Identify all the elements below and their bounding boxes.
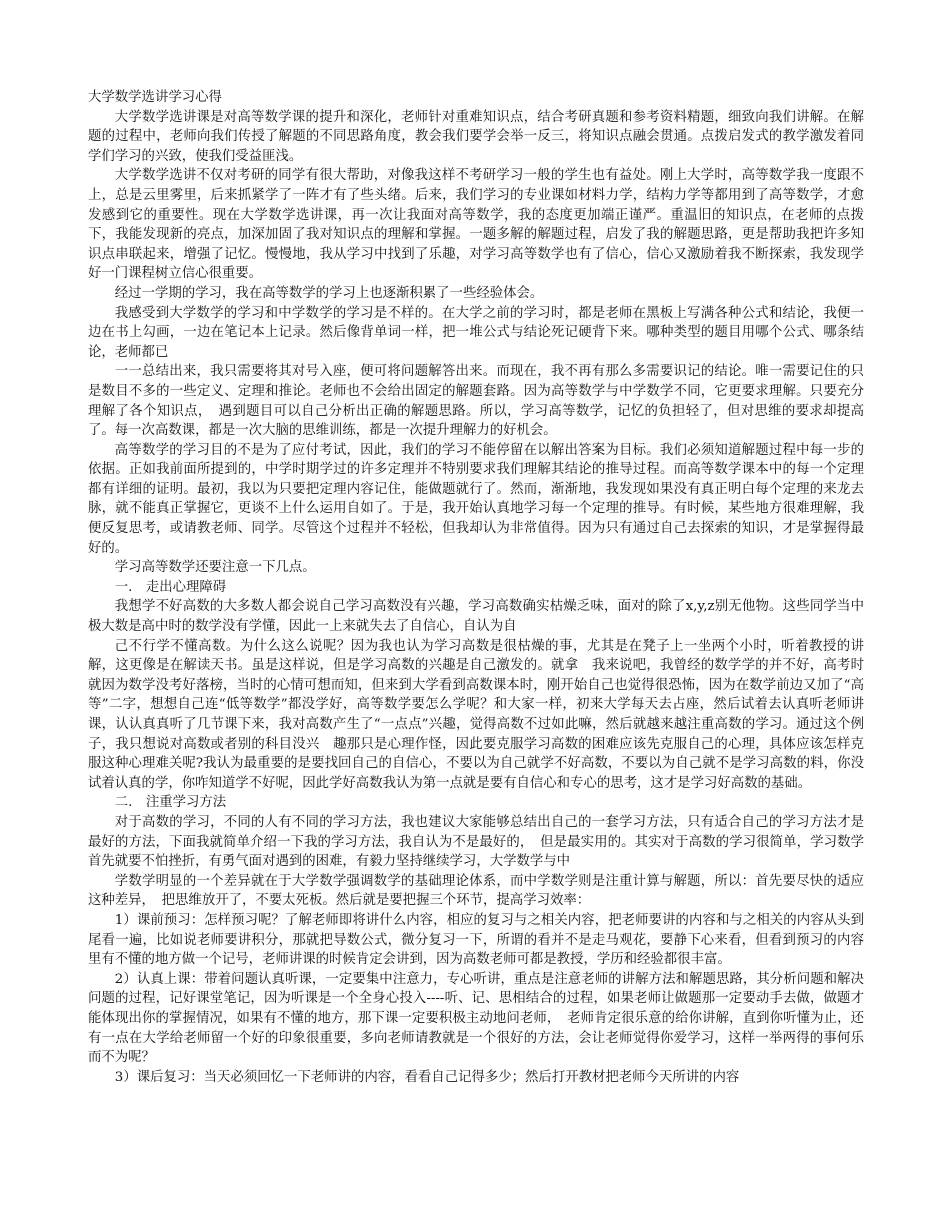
section-heading-1: 一. 走出心理障碍 xyxy=(114,579,227,595)
document-page xyxy=(88,88,864,1087)
paragraph-method: 对于高数的学习，不同的人有不同的学习方法，我也建议大家能够总结出自己的一套学习方法，只有适合自己的学习方法才是最好的方法，下面我就简单介绍一下我的学习方法，我自认为不是最好的， 但是最实用的。其实对于高数的学习很简单，学习数学首先就要不怕挫折，有勇气面对遇到的困难，有毅力坚持继续学习，大学数学与中 xyxy=(88,814,864,870)
paragraph-interest: 我想学不好高数的大多数人都会说自己学习高数没有兴趣，学习高数确实枯燥乏味，面对的除了x,y,z别无他物。这些同学当中极大数是高中时的数学没有学懂，因此一上来就失去了自信心，自认为自 xyxy=(88,599,864,635)
document-title: 大学数学选讲学习心得 xyxy=(88,90,222,105)
list-item-preview: 1）课前预习：怎样预习呢？了解老师即将讲什么内容，相应的复习与之相关内容，把老师要讲的内容和与之相关的内容从头到尾看一遍，比如说老师要讲积分，那就把导数公式，微分复习一下，所谓的看并不是走马观花，要静下心来看，但看到预习的内容里有不懂的地方做一个记号，老师讲课的时候肯定会讲到，因为高数老师可都是教授，学历和经验都很丰富。 xyxy=(88,912,864,968)
paragraph-intro: 大学数学选讲课是对高等数学课的提升和深化，老师针对重难知识点，结合考研真题和参考资料精题，细致向我们讲解。在解题的过程中，老师向我们传授了解题的不同思路角度，教会我们要学会举一反三，将知识点融会贯通。点拨启发式的教学激发着同学们学习的兴致，使我们受益匪浅。 xyxy=(88,109,864,164)
paragraph-adapt: 学数学明显的一个差异就在于大学数学强调数学的基础理论体系，而中学数学则是注重计算与解题，所以：首先要尽快的适应这种差异， 把思维放开了，不要太死板。然后就是要把握三个环节，提高学习效率： xyxy=(88,873,864,909)
paragraph-experience: 经过一学期的学习，我在高等数学的学习上也逐渐积累了一些经验体会。 xyxy=(114,285,544,301)
paragraph-confidence: 己不行学不懂高数。为什么这么说呢？因为我也认为学习高数是很枯燥的事，尤其是在凳子上一坐两个小时，听着教授的讲解，这更像是在解读天书。虽是这样说，但是学习高数的兴趣是自己激发的。就拿 我来说吧，我曾经的数学学的并不好，高考时就因为数学没考好落榜，当时的心情可想而知，但来到大学看到高数课本时，刚开始自己也觉得很恐怖，因为在数学前边又加了“高等”二字，想想自己连“低等数学”都没学好，高等数学要怎么学呢？和大家一样，初来大学每天去占座，然后试着去认真听老师讲课，认认真真听了几节课下来，我对高数产生了“一点点”兴趣，觉得高数不过如此嘛，然后就越来越注重高数的学习。通过这个例子，我只想说对高数或者别的科目没兴 趣那只是心理作怪，因此要克服学习高数的困难应该先克服自己的心理，具体应该怎样克服这种心理难关呢?我认为最重要的是要找回自己的自信心，不要以为自己就学不好高数，不要以为自己就不是学习高数的料，你没试着认真的学，你咋知道学不好呢，因此学好高数我认为第一点就是要有自信心和专心的思考，这才是学习好高数的基础。 xyxy=(88,638,864,791)
paragraph-difference: 我感受到大学数学的学习和中学数学的学习是不样的。在大学之前的学习时，都是老师在黑板上写满各种公式和结论，我便一边在书上勾画，一边在笔记本上记录。然后像背单词一样，把一堆公式与结论死记硬背下来。哪种类型的题目用哪个公式、哪条结论，老师都已 xyxy=(88,305,864,360)
paragraph-points-intro: 学习高等数学还要注意一下几点。 xyxy=(114,560,316,576)
section-heading-2: 二. 注重学习方法 xyxy=(114,795,227,811)
list-item-review: 3）课后复习：当天必须回忆一下老师讲的内容，看看自己记得多少；然后打开教材把老师今天所讲的内容 xyxy=(114,1069,740,1085)
paragraph-purpose: 高等数学的学习目的不是为了应付考试，因此，我们的学习不能停留在以解出答案为目标。我们必须知道解题过程中每一步的依据。正如我前面所提到的，中学时期学过的许多定理并不特别要求我们理解其结论的推导过程。而高等数学课本中的每一个定理都有详细的证明。最初，我以为只要把定理内容记住，能做题就行了。然而，渐渐地，我发现如果没有真正明白每个定理的来龙去脉，就不能真正掌握它，更谈不上什么运用自如了。于是，我开始认真地学习每一个定理的推导。有时候，某些地方很难理解，我便反复思考，或请教老师、同学。尽管这个过程并不轻松，但我却认为非常值得。因为只有通过自己去探索的知识，才是掌握得最好的。 xyxy=(88,442,864,556)
paragraph-benefit: 大学数学选讲不仅对考研的同学有很大帮助，对像我这样不考研学习一般的学生也有益处。刚上大学时，高等数学我一度跟不上，总是云里雾里，后来抓紧学了一阵才有了些头绪。后来，我们学习的专业课如材料力学，结构力学等都用到了高等数学，才愈发感到它的重要性。现在大学数学选讲课，再一次让我面对高等数学，我的态度更加端正谨严。重温旧的知识点，在老师的点拨下，我能发现新的亮点，加深加固了我对知识点的理解和掌握。一题多解的解题过程，启发了我的解题思路，更是帮助我把许多知识点串联起来，增强了记忆。慢慢地，我从学习中找到了乐趣，对学习高等数学也有了信心，信心又激励着我不断探索，我发现学好一门课程树立信心很重要。 xyxy=(88,168,864,282)
list-item-class: 2）认真上课：带着问题认真听课，一定要集中注意力，专心听讲，重点是注意老师的讲解方法和解题思路，其分析问题和解决问题的过程，记好课堂笔记，因为听课是一个全身心投入----听、记、思相结合的过程，如果老师让做题那一定要动手去做，做题才能体现出你的掌握情况，如果有不懂的地方，那下课一定要积极主动地问老师， 老师肯定很乐意的给你讲解，直到你听懂为止，还有一点在大学给老师留一个好的印象很重要，多向老师请教就是一个很好的方法，会让老师觉得你爱学习，这样一举两得的事何乐而不为呢？ xyxy=(88,971,864,1066)
paragraph-understanding: 一一总结出来，我只需要将其对号入座，便可将问题解答出来。而现在，我不再有那么多需要识记的结论。唯一需要记住的只是数目不多的一些定义、定理和推论。老师也不会给出固定的解题套路。因为高等数学与中学数学不同，它更要求理解。只要充分理解了各个知识点， 遇到题目可以自己分析出正确的解题思路。所以，学习高等数学，记忆的负担轻了，但对思维的要求却提高了。每一次高数课，都是一次大脑的思维训练，都是一次提升理解力的好机会。 xyxy=(88,364,864,439)
